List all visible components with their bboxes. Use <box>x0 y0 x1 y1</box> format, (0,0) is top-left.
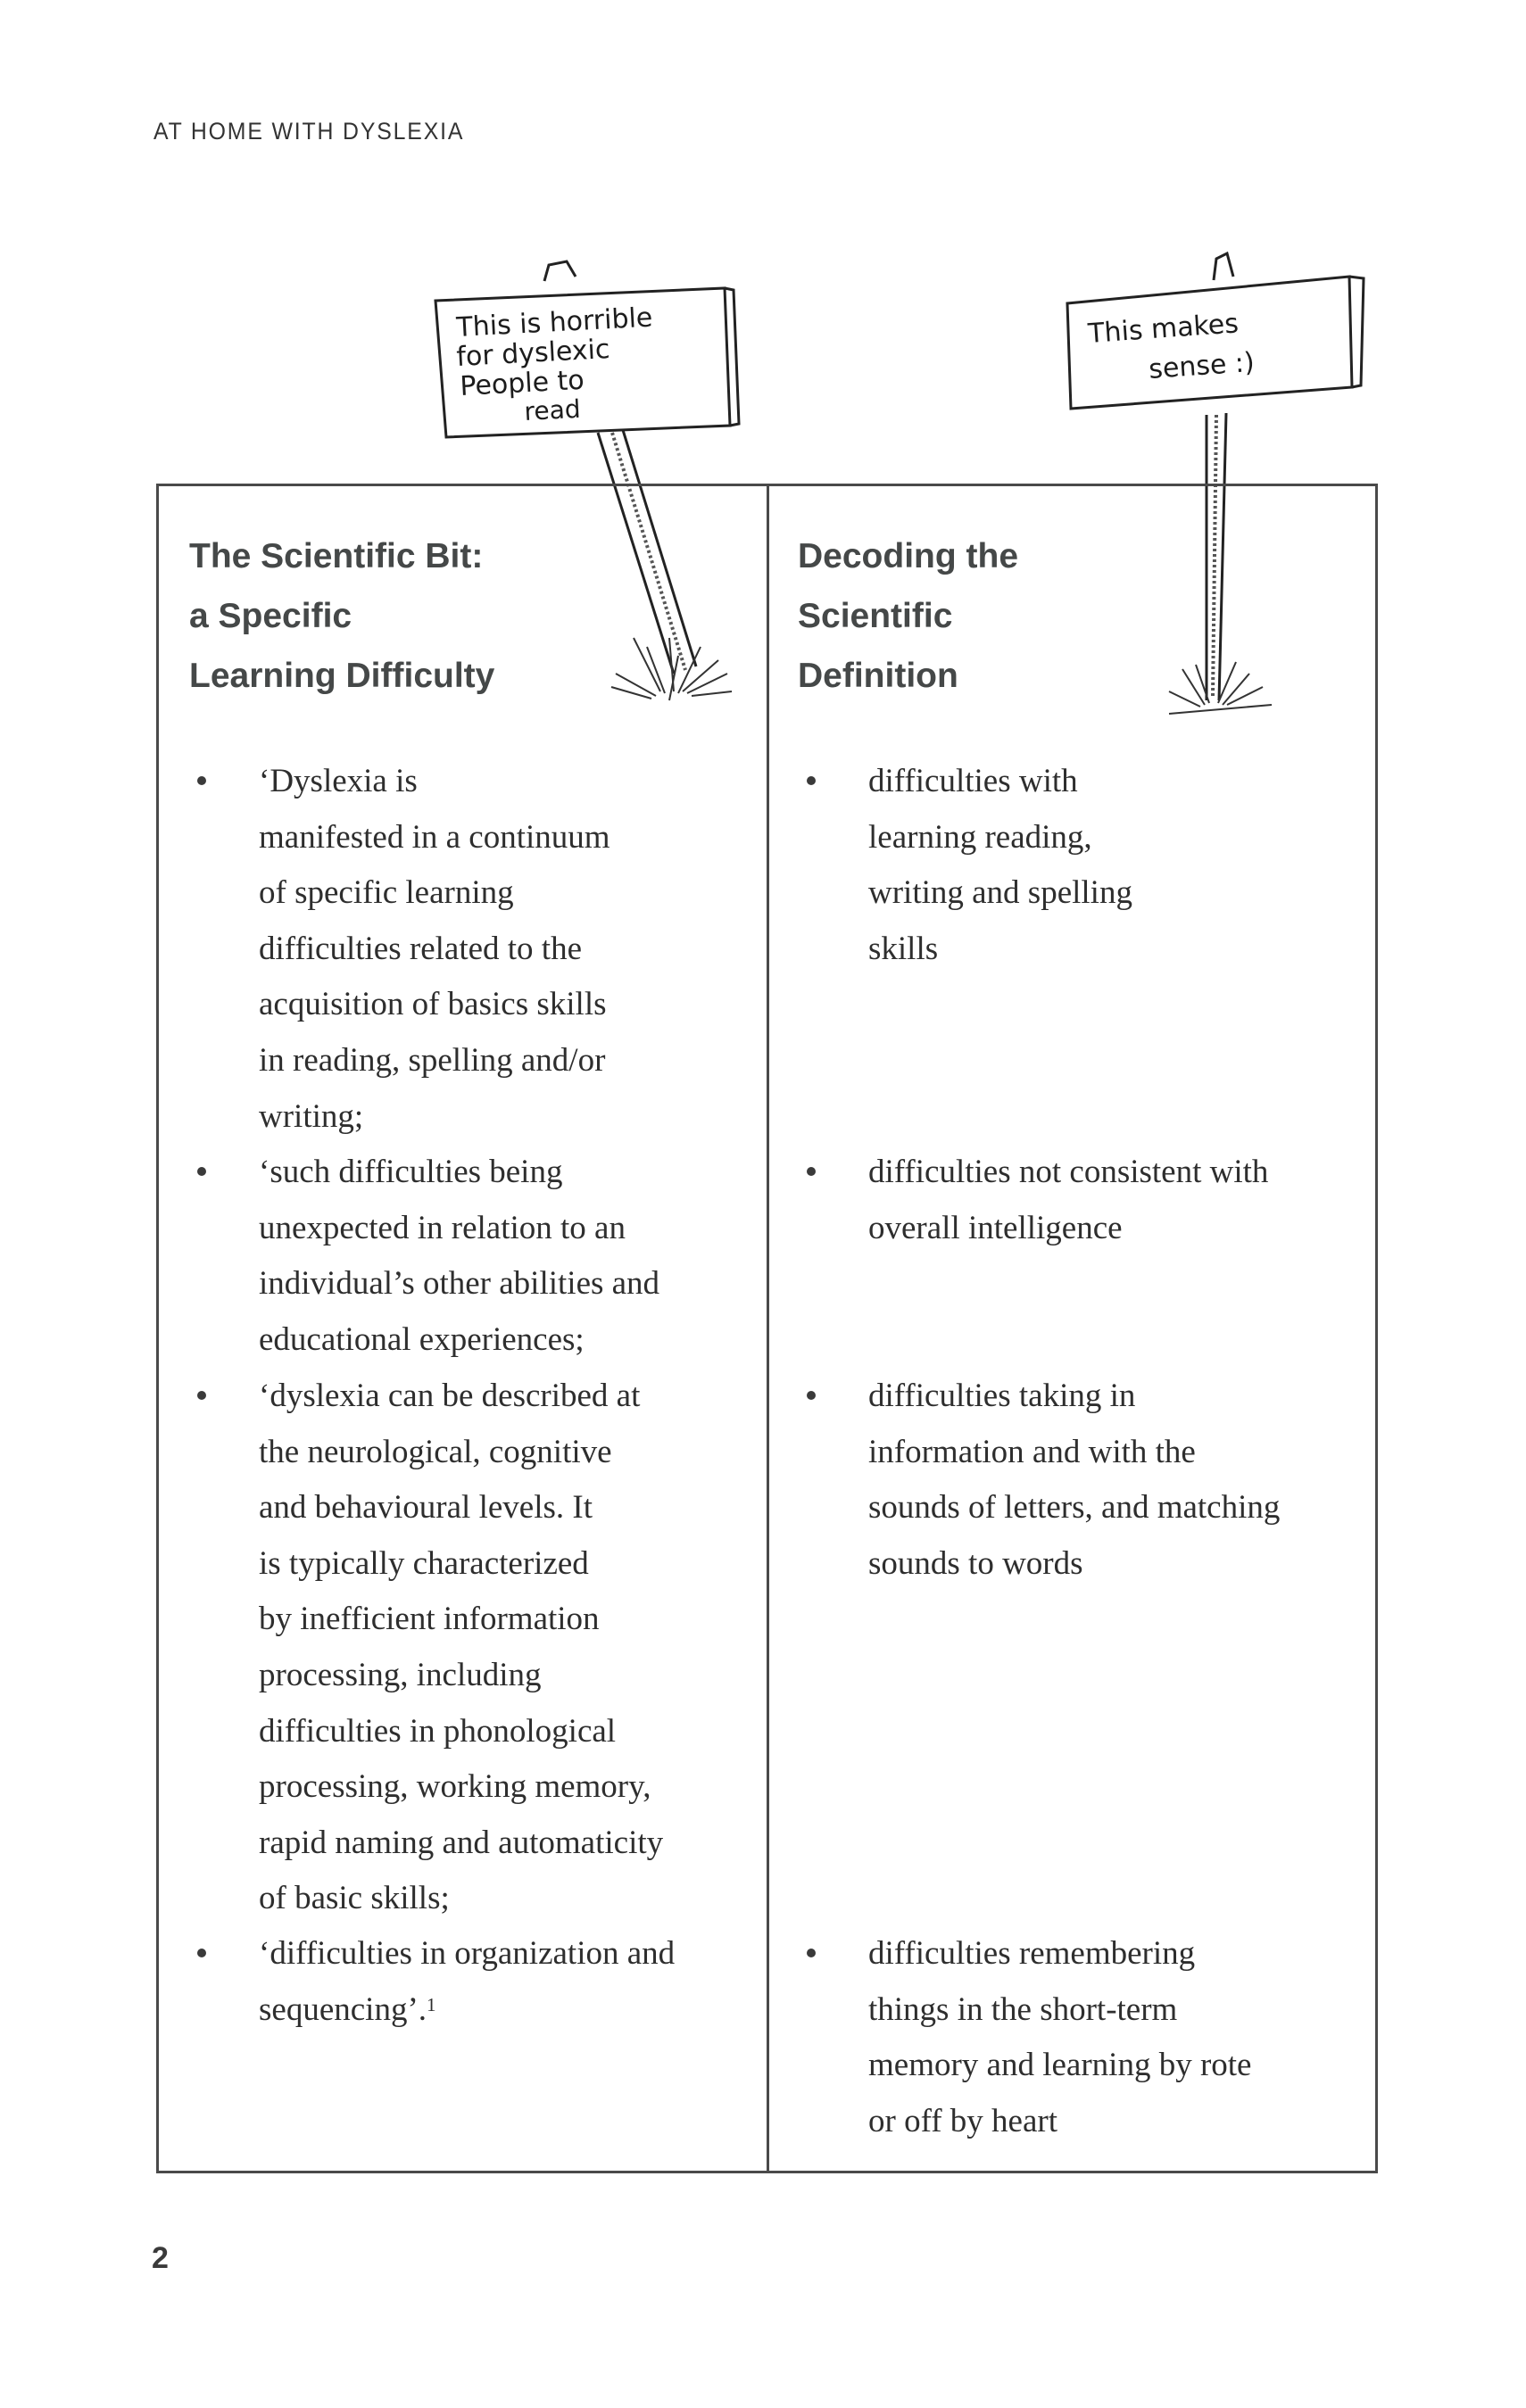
text-line: of basic skills; <box>259 1880 450 1917</box>
heading-line: Definition <box>798 657 958 695</box>
bullet-icon <box>197 776 206 785</box>
list-item <box>259 1926 675 2038</box>
text-line: in reading, spelling and/or <box>259 1041 606 1079</box>
page-number: 2 <box>152 2241 169 2275</box>
running-head: AT HOME WITH DYSLEXIA <box>153 118 465 145</box>
text-line: difficulties remembering <box>868 1935 1196 1972</box>
text-line: things in the short-term <box>868 1990 1178 2028</box>
text-line: unexpected in relation to an <box>259 1209 626 1246</box>
bullet-icon <box>807 1167 816 1176</box>
text-line: information and with the <box>868 1433 1196 1470</box>
heading-line: The Scientific Bit: <box>189 537 484 575</box>
text-line: difficulties related to the <box>259 930 582 967</box>
text-line <box>259 1982 675 2039</box>
text-line: difficulties in phonological <box>259 1712 617 1750</box>
text-line: difficulties taking in <box>868 1378 1136 1414</box>
list-item <box>868 1369 1280 1592</box>
column-decoded-definition <box>769 486 1378 2171</box>
bullet-icon <box>197 1949 206 1957</box>
text-line: ‘difficulties in organization and <box>259 1935 676 1972</box>
list-item <box>868 754 1132 977</box>
text-line: sounds of letters, and matching <box>868 1489 1281 1527</box>
bullet-icon <box>197 1391 206 1400</box>
text-line: difficulties with <box>868 763 1078 799</box>
heading-line: Scientific <box>798 597 953 635</box>
list-item <box>259 1145 659 1368</box>
text-line: ‘such difficulties being <box>259 1154 563 1190</box>
text-line: memory and learning by rote <box>868 2047 1252 2084</box>
text-line: skills <box>868 930 939 967</box>
text-line: ‘dyslexia can be described at <box>259 1378 641 1414</box>
list-item <box>259 1369 663 1927</box>
column-scientific-definition <box>159 486 767 2171</box>
text-line: or off by heart <box>868 2102 1057 2139</box>
column-heading <box>189 526 494 706</box>
list-item <box>868 1145 1268 1256</box>
column-heading <box>798 526 1018 706</box>
text-line: processing, working memory, <box>259 1768 651 1806</box>
list-item <box>868 1926 1251 2149</box>
text-line: difficulties not consistent with <box>868 1154 1269 1190</box>
text-line: of specific learning <box>259 874 514 912</box>
sign-line: sense :) <box>1148 346 1256 385</box>
text-line: acquisition of basics skills <box>259 986 607 1023</box>
list-item <box>259 754 610 1145</box>
sign-line: This makes <box>1087 308 1240 350</box>
text-line: by inefficient information <box>259 1601 600 1638</box>
text-line: is typically characterized <box>259 1544 589 1582</box>
footnote-marker[interactable]: 1 <box>427 1993 436 2015</box>
bullet-icon <box>807 1391 816 1400</box>
heading-line: a Specific <box>189 597 352 635</box>
text-line: learning reading, <box>868 818 1092 856</box>
text-line: and behavioural levels. It <box>259 1489 593 1527</box>
text-line: writing and spelling <box>868 874 1132 912</box>
text-line: sounds to words <box>868 1544 1083 1582</box>
sign-line: read <box>523 393 582 426</box>
sign-line: This is horrible <box>455 302 654 343</box>
text-line: writing; <box>259 1097 364 1135</box>
sign-line: People to <box>459 364 585 402</box>
text-line: educational experiences; <box>259 1320 585 1358</box>
bullet-icon <box>807 1949 816 1957</box>
text-line: overall intelligence <box>868 1209 1123 1246</box>
text-fragment: sequencing’. <box>259 1990 427 2028</box>
text-line: the neurological, cognitive <box>259 1433 612 1470</box>
sign-line: for dyslexic <box>455 334 611 373</box>
bullet-icon <box>807 776 816 785</box>
text-line: individual’s other abilities and <box>259 1265 660 1303</box>
bullet-icon <box>197 1167 206 1176</box>
heading-line: Learning Difficulty <box>189 657 495 695</box>
text-line: manifested in a continuum <box>259 818 610 856</box>
text-line: processing, including <box>259 1656 542 1693</box>
comparison-table <box>156 484 1378 2173</box>
text-line: ‘Dyslexia is <box>259 763 418 799</box>
heading-line: Decoding the <box>798 537 1019 575</box>
text-line: rapid naming and automaticity <box>259 1824 664 1861</box>
